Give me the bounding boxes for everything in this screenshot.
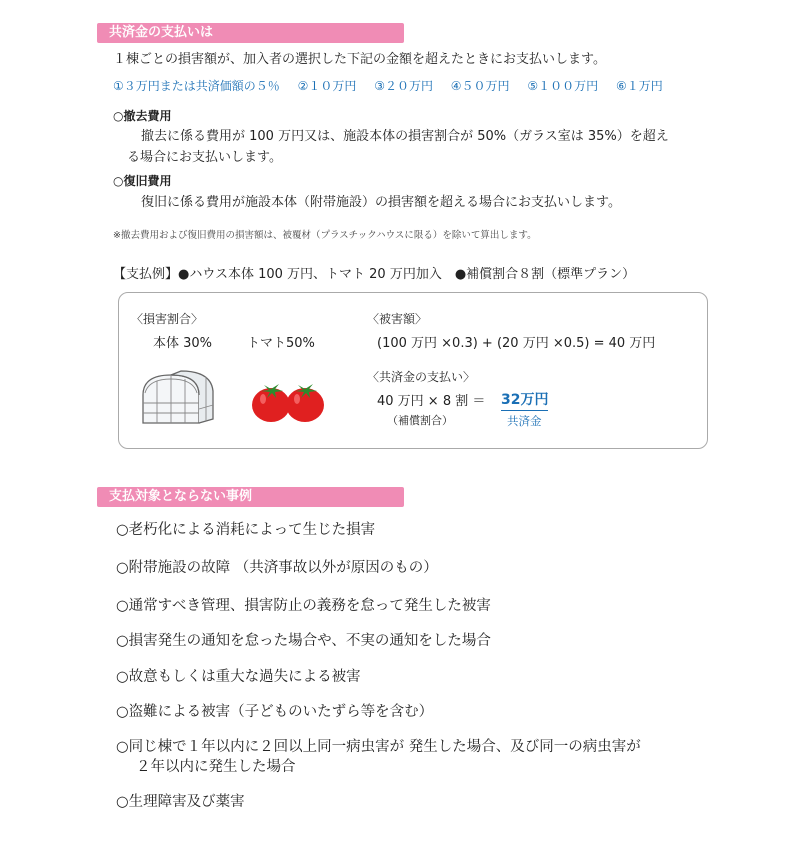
option-4: ④５０万円: [450, 79, 510, 93]
coverage-label: （補償割合）: [387, 414, 453, 427]
result-label: 共済金: [507, 414, 542, 428]
removal-cost-text-1: 撤去に係る費用が 100 万円又は、施設本体の損害割合が 50%（ガラス室は 35%）を超え: [141, 129, 669, 144]
option-2: ②１０万円: [297, 79, 357, 93]
damage-formula: (100 万円 ×0.3) + (20 万円 ×0.5) = 40 万円: [377, 336, 656, 351]
excluded-item-2: ○附帯施設の故障 （共済事故以外が原因のもの）: [116, 560, 438, 576]
option-5: ⑤１００万円: [527, 79, 599, 93]
excluded-item-5: ○故意もしくは重大な過失による被害: [116, 669, 361, 685]
restoration-cost-text: 復旧に係る費用が施設本体（附帯施設）の損害額を超える場合にお支払いします。: [141, 195, 621, 210]
excluded-item-7-continued: ２年以内に発生した場合: [136, 759, 296, 775]
option-1: ①３万円または共済価額の５％: [113, 79, 280, 93]
house-ratio: 本体 30%: [153, 336, 213, 351]
payment-example-box: [118, 292, 708, 449]
removal-cost-text-2: る場合にお支払いします。: [127, 150, 282, 165]
excluded-cases-header: 支払対象とならない事例: [97, 487, 404, 507]
tomato-ratio: トマト50%: [247, 336, 315, 351]
excluded-item-8: ○生理障害及び薬害: [116, 794, 245, 810]
excluded-item-6: ○盗難による被害（子どものいたずら等を含む）: [116, 704, 434, 720]
removal-cost-title: ○撤去費用: [113, 109, 172, 123]
example-title: 【支払例】●ハウス本体 100 万円、トマト 20 万円加入 ●補償割合８割（標準プラン）: [113, 267, 636, 282]
payment-result: 32万円: [501, 390, 548, 411]
payment-section-header: 共済金の支払いは: [97, 23, 404, 43]
excluded-item-7: ○同じ棟で１年以内に２回以上同一病虫害が 発生した場合、及び同一の病虫害が: [116, 739, 641, 755]
payment-formula: 40 万円 × 8 割 ＝: [377, 394, 486, 409]
payment-label: 〈共済金の支払い〉: [367, 370, 476, 384]
damage-amount-label: 〈被害額〉: [367, 312, 428, 326]
threshold-options: [113, 78, 677, 95]
payment-intro: １棟ごとの損害額が、加入者の選択した下記の金額を超えたときにお支払いします。: [113, 52, 606, 67]
tomato-icon: [249, 379, 329, 425]
excluded-item-4: ○損害発生の通知を怠った場合や、不実の通知をした場合: [116, 633, 491, 649]
cost-note: ※撤去費用および復旧費用の損害額は、被覆材（プラスチックハウスに限る）を除いて算出します。: [113, 230, 537, 241]
greenhouse-icon: [137, 369, 217, 427]
restoration-cost-title: ○復旧費用: [113, 174, 172, 188]
option-6: ⑥１万円: [615, 79, 663, 93]
option-3: ③２０万円: [374, 79, 433, 93]
excluded-item-3: ○通常すべき管理、損害防止の義務を怠って発生した被害: [116, 598, 491, 614]
excluded-item-1: ○老朽化による消耗によって生じた損害: [116, 522, 376, 538]
damage-ratio-label: 〈損害割合〉: [131, 312, 204, 326]
